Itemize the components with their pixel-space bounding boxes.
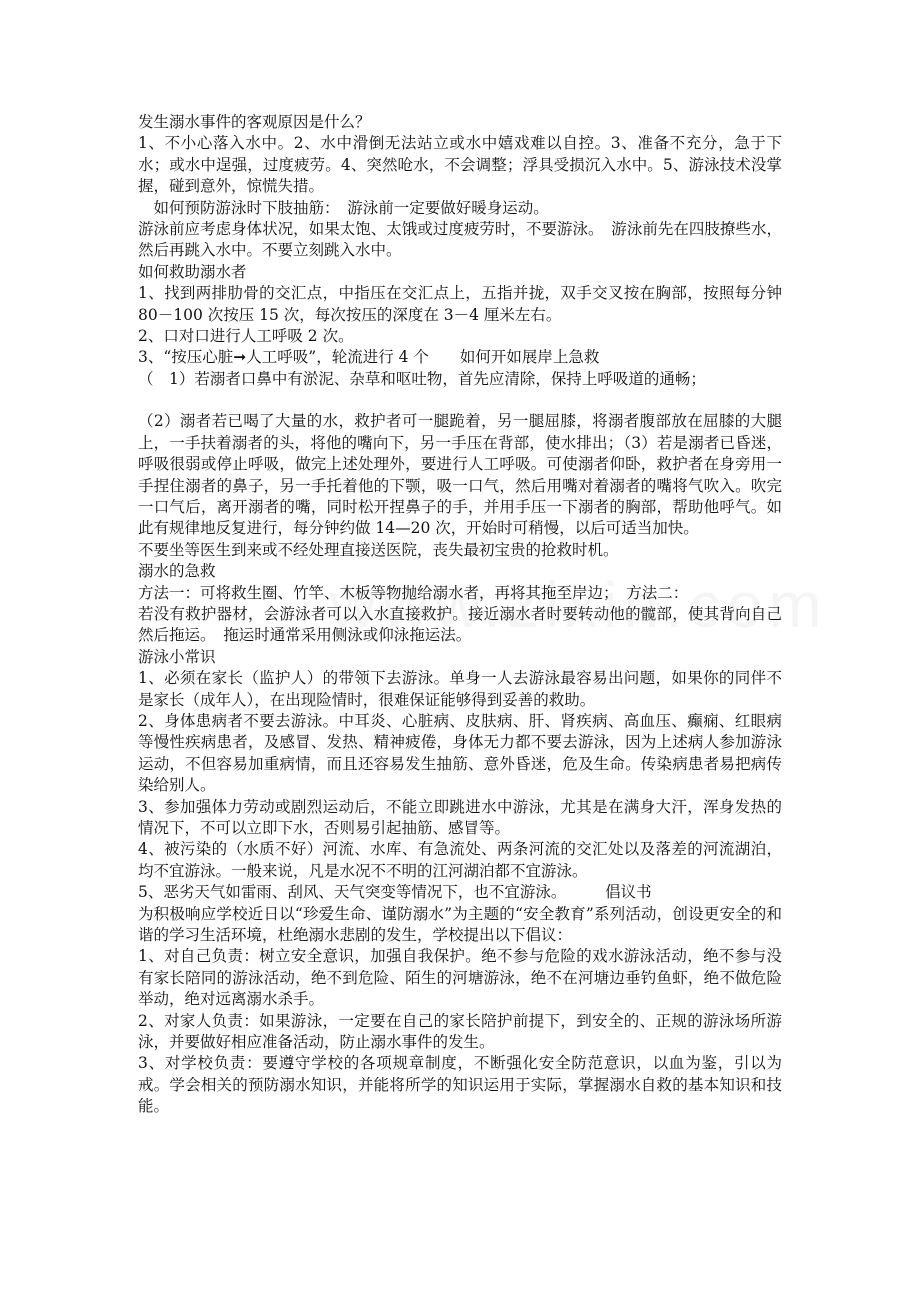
- blank-line: [138, 390, 782, 411]
- paragraph: 5、恶劣天气如雷雨、刮风、天气突变等情况下，也不宜游泳。 倡议书: [138, 883, 652, 902]
- paragraph: 方法一：可将救生圈、竹竿、木板等物抛给溺水者，再将其拖至岸边； 方法二：: [138, 583, 689, 602]
- paragraph: 3、参加强体力劳动或剧烈运动后，不能立即跳进水中游泳，尤其是在满身大汗，浑身发热的情况下，不可以立即下水，否则易引起抽筋、感冒等。: [138, 797, 782, 837]
- paragraph: 发生溺水事件的客观原因是什么？: [138, 113, 371, 131]
- paragraph: 如何救助溺水者: [138, 262, 247, 281]
- paragraph: 3、对学校负责：要遵守学校的各项规章制度，不断强化安全防范意识，以血为鉴，引以为戒。学会相关的预防溺水知识，并能将所学的知识运用于实际，掌握溺水自救的基本知识和技能。: [138, 1054, 782, 1116]
- paragraph: 4、被污染的（水质不好）河流、水库、有急流处、两条河流的交汇处以及落差的河流湖泊，均不宜游泳。一般来说，凡是水况不不明的江河湖泊都不宜游泳。: [138, 840, 782, 880]
- paragraph: 1、找到两排肋骨的交汇点，中指压在交汇点上，五指并拢，双手交叉按在胸部，按照每分钟 80－100 次按压 15 次，每次按压的深度在 3－4 厘米左右。: [138, 284, 782, 324]
- paragraph: 若没有救护器材，会游泳者可以入水直接救护。接近溺水者时要转动他的髋部，使其背向自己然后拖运。 拖运时通常采用侧泳或仰泳拖运法。: [138, 604, 782, 645]
- paragraph: 2、身体患病者不要去游泳。中耳炎、心脏病、皮肤病、肝、肾疾病、高血压、癫痫、红眼病等慢性疾病患者，及感冒、发热、精神疲倦，身体无力都不要去游泳，因为上述病人参加游泳运动，不但容易加重病情，而且还容易发生抽筋、意外昏迷，危及生命。传染病患者易把病传染给别人。: [138, 711, 782, 795]
- paragraph: （2）溺者若已喝了大量的水，救护者可一腿跪着，另一腿屈膝，将溺者腹部放在屈膝的大腿上，一手扶着溺者的头，将他的嘴向下，另一手压在背部，使水排出；（3）若是溺者已昏迷，呼吸很弱或停止呼吸，做完上述处理外，要进行人工呼吸。可使溺者仰卧，救护者在身旁用一手捏住溺者的鼻子，另一手托着他的下颚，吸一口气，然后用嘴对着溺者的嘴将气吹入。吹完一口气后，离开溺者的嘴，同时松开捏鼻子的手，并用手压一下溺者的胸部，帮助他呼气。如此有规律地反复进行，每分钟约做 14—20 次，开始时可稍慢，以后可适当加快。: [138, 412, 782, 538]
- paragraph: 为积极响应学校近日以“珍爱生命、谨防溺水”为主题的“安全教育”系列活动，创设更安全的和谐的学习生活环境，杜绝溺水悲剧的发生，学校提出以下倡议：: [138, 904, 782, 945]
- paragraph: 2、口对口进行人工呼吸 2 次。: [138, 327, 354, 346]
- paragraph: 不要坐等医生到来或不经处理直接送医院，丧失最初宝贵的抢救时机。: [138, 540, 619, 559]
- paragraph: 3、“按压心脏➞人工呼吸”，轮流进行 4 个 如何开如展岸上急救: [138, 348, 600, 367]
- paragraph: 1、不小心落入水中。2、水中滑倒无法站立或水中嬉戏难以自控。3、准备不充分，急于下水；或水中逞强，过度疲劳。4、突然呛水，不会调整；浮具受损沉入水中。5、游泳技术没掌握，碰到意外，惊慌失措。: [138, 134, 782, 196]
- paragraph: 2、对家人负责：如果游泳，一定要在自己的家长陪护前提下，到安全的、正规的游泳场所游泳，并要做好相应准备活动，防止溺水事件的发生。: [138, 1011, 782, 1052]
- paragraph: 游泳前应考虑身体状况，如果太饱、太饿或过度疲劳时，不要游泳。 游泳前先在四肢撩些水，然后再跳入水中。不要立刻跳入水中。: [138, 220, 782, 260]
- document-body: [138, 112, 782, 1118]
- paragraph: 如何预防游泳时下肢抽筋： 游泳前一定要做好暖身运动。: [138, 198, 549, 217]
- paragraph: 1、对自己负责：树立安全意识，加强自我保护。绝不参与危险的戏水游泳活动，绝不参与没有家长陪同的游泳活动，绝不到危险、陌生的河塘游泳，绝不在河塘边垂钓鱼虾，绝不做危险举动，绝对远离溺水杀手。: [138, 947, 782, 1009]
- paragraph: 1、必须在家长（监护人）的带领下去游泳。单身一人去游泳最容易出问题，如果你的同伴不是家长（成年人），在出现险情时，很难保证能够得到妥善的救助。: [138, 669, 782, 709]
- paragraph: 游泳小常识: [138, 647, 216, 666]
- paragraph: （ 1）若溺者口鼻中有淤泥、杂草和呕吐物，首先应清除，保持上呼吸道的通畅；: [138, 369, 706, 388]
- paragraph: 溺水的急救: [138, 562, 216, 581]
